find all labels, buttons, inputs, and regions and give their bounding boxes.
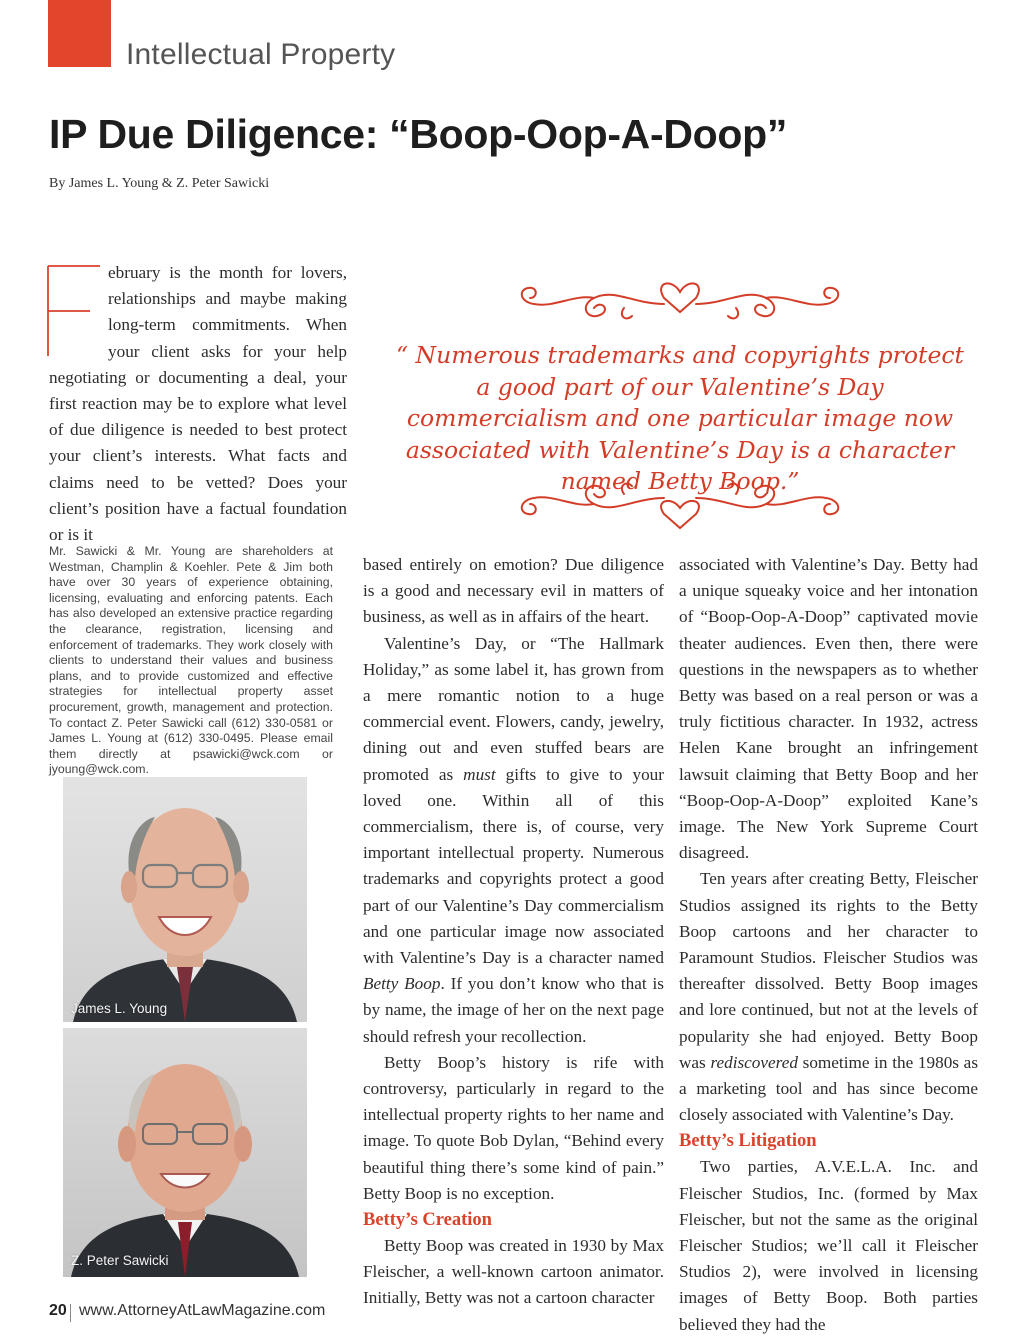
paragraph: Betty Boop’s history is rife with controversy, particularly in regard to the intellectual property rights to her name and image. To quote Bob Dylan, “Behind every beautiful thing there’s some kind of pain.” Betty Boop is no exception. (363, 1052, 664, 1203)
emphasis: must (463, 764, 496, 784)
top-heart-flourish-icon (514, 268, 846, 328)
footer-website-link[interactable]: www.AttorneyAtLawMagazine.com (79, 1302, 326, 1319)
article-column-3 (679, 552, 978, 1338)
portrait-illustration (63, 777, 307, 1022)
subheading-bettys-litigation: Betty’s Litigation (679, 1131, 817, 1152)
section-label: Intellectual Property (126, 38, 396, 71)
byline: By James L. Young & Z. Peter Sawicki (49, 176, 270, 191)
emphasis: Betty Boop (363, 974, 441, 994)
author-bio: Mr. Sawicki & Mr. Young are shareholders at Westman, Champlin & Koehler. Pete & Jim both have over 30 years of experience obtaining, licensing, evaluating and enforcing patents. Each has also developed an extensive practice regarding the clearance, registration, licensing and enforcement of trademarks. They work closely with clients to understand their values and business plans, and to provide customized and effective strategies for intellectual property asset procurement, growth, management and protection. To contact Z. Peter Sawicki call (612) 330-0581 or James L. Young at (612) 330-0495. Please email them directly at psawicki@wck.com or jyoung@wck.com. (49, 544, 333, 777)
emphasis: rediscovered (710, 1052, 798, 1072)
article-column-2 (363, 552, 664, 1312)
text-run: . If you don’t know who that is by name, the image of her on the next page should refresh your recollection. (363, 974, 664, 1046)
photo-caption: Z. Peter Sawicki (71, 1253, 169, 1268)
paragraph: associated with Valentine’s Day. Betty had a unique squeaky voice and her intonation of “Boop-Oop-A-Doop” captivated movie theater audiences. Even then, there were questions in the newspapers as to whether Betty was based on a real person or was a truly fictitious character. In 1932, actress Helen Kane brought an infringement lawsuit claiming that Betty Boop and her “Boop-Oop-A-Doop” exploited Kane’s image. The New York Supreme Court disagreed. (679, 555, 978, 863)
paragraph (363, 631, 664, 1050)
pull-quote (386, 256, 974, 534)
text-run: sometime in the 1980s as a marketing tool and has since become closely associated with Valentine’s Day. (679, 1052, 979, 1125)
page-number: 20 (49, 1302, 67, 1319)
text-run: Ten years after creating Betty, Fleischer Studios assigned its rights to the Betty Boop cartoons and her character to Paramount Studios. Fleischer Studios was thereafter dissolved. Betty Boop images and lore continued, but not at the levels of popularity she had enjoyed. Betty Boop was (679, 869, 978, 1072)
paragraph: based entirely on emotion? Due diligence is a good and necessary evil in matters of business, as well as in affairs of the heart. (363, 555, 664, 627)
section-color-block (48, 0, 111, 67)
author-photo-james-young (63, 777, 307, 1022)
pull-quote-text: “ Numerous trademarks and copyrights protect a good part of our Valentine’s Day commercialism and one particular image now associated with Valentine’s Day is a character named Betty Boop.” (396, 341, 964, 495)
bottom-heart-flourish-icon (514, 474, 846, 534)
intro-paragraph (49, 260, 347, 548)
paragraph: Two parties, A.V.E.L.A. Inc. and Fleischer Studios, Inc. (formed by Max Fleischer, but not the same as the original Fleischer Studios; we’ll call it Fleischer Studios 2), were involved in licensing images of Betty Boop. Both parties believed they had the (679, 1157, 978, 1334)
photo-caption: James L. Young (71, 1001, 168, 1016)
footer-divider (70, 1304, 71, 1322)
portrait-illustration (63, 1028, 307, 1277)
paragraph: Betty Boop was created in 1930 by Max Fleischer, a well-known cartoon animator. Initially, Betty was not a cartoon character (363, 1236, 664, 1308)
text-run: gifts to give to your loved one. Within all of this commercialism, there is, of course, very important intellectual property. Numerous trademarks and copyrights protect a good part of our Valentine’s Day commercialism and one particular image now associated with Valentine’s Day is a character named (363, 764, 664, 968)
author-photo-peter-sawicki (63, 1028, 307, 1277)
paragraph (679, 866, 978, 1128)
subheading-bettys-creation: Betty’s Creation (363, 1210, 492, 1231)
text-run: Valentine’s Day, or “The Hallmark Holiday,” as some label it, has grown from a mere romantic notion to a huge commercial event. Flowers, candy, jewelry, dining out and even stuffed bears are promoted as (363, 633, 664, 784)
page-title: IP Due Diligence: “Boop-Oop-A-Doop” (49, 111, 788, 157)
intro-text: ebruary is the month for lovers, relationships and maybe making long-term commitments. When your client asks for your help negotiating or documenting a deal, your first reaction may be to explore what level of due diligence is needed to best protect your client’s interests. What facts and claims need to be vetted? Does your client’s position have a factual foundation or is it (49, 263, 347, 545)
